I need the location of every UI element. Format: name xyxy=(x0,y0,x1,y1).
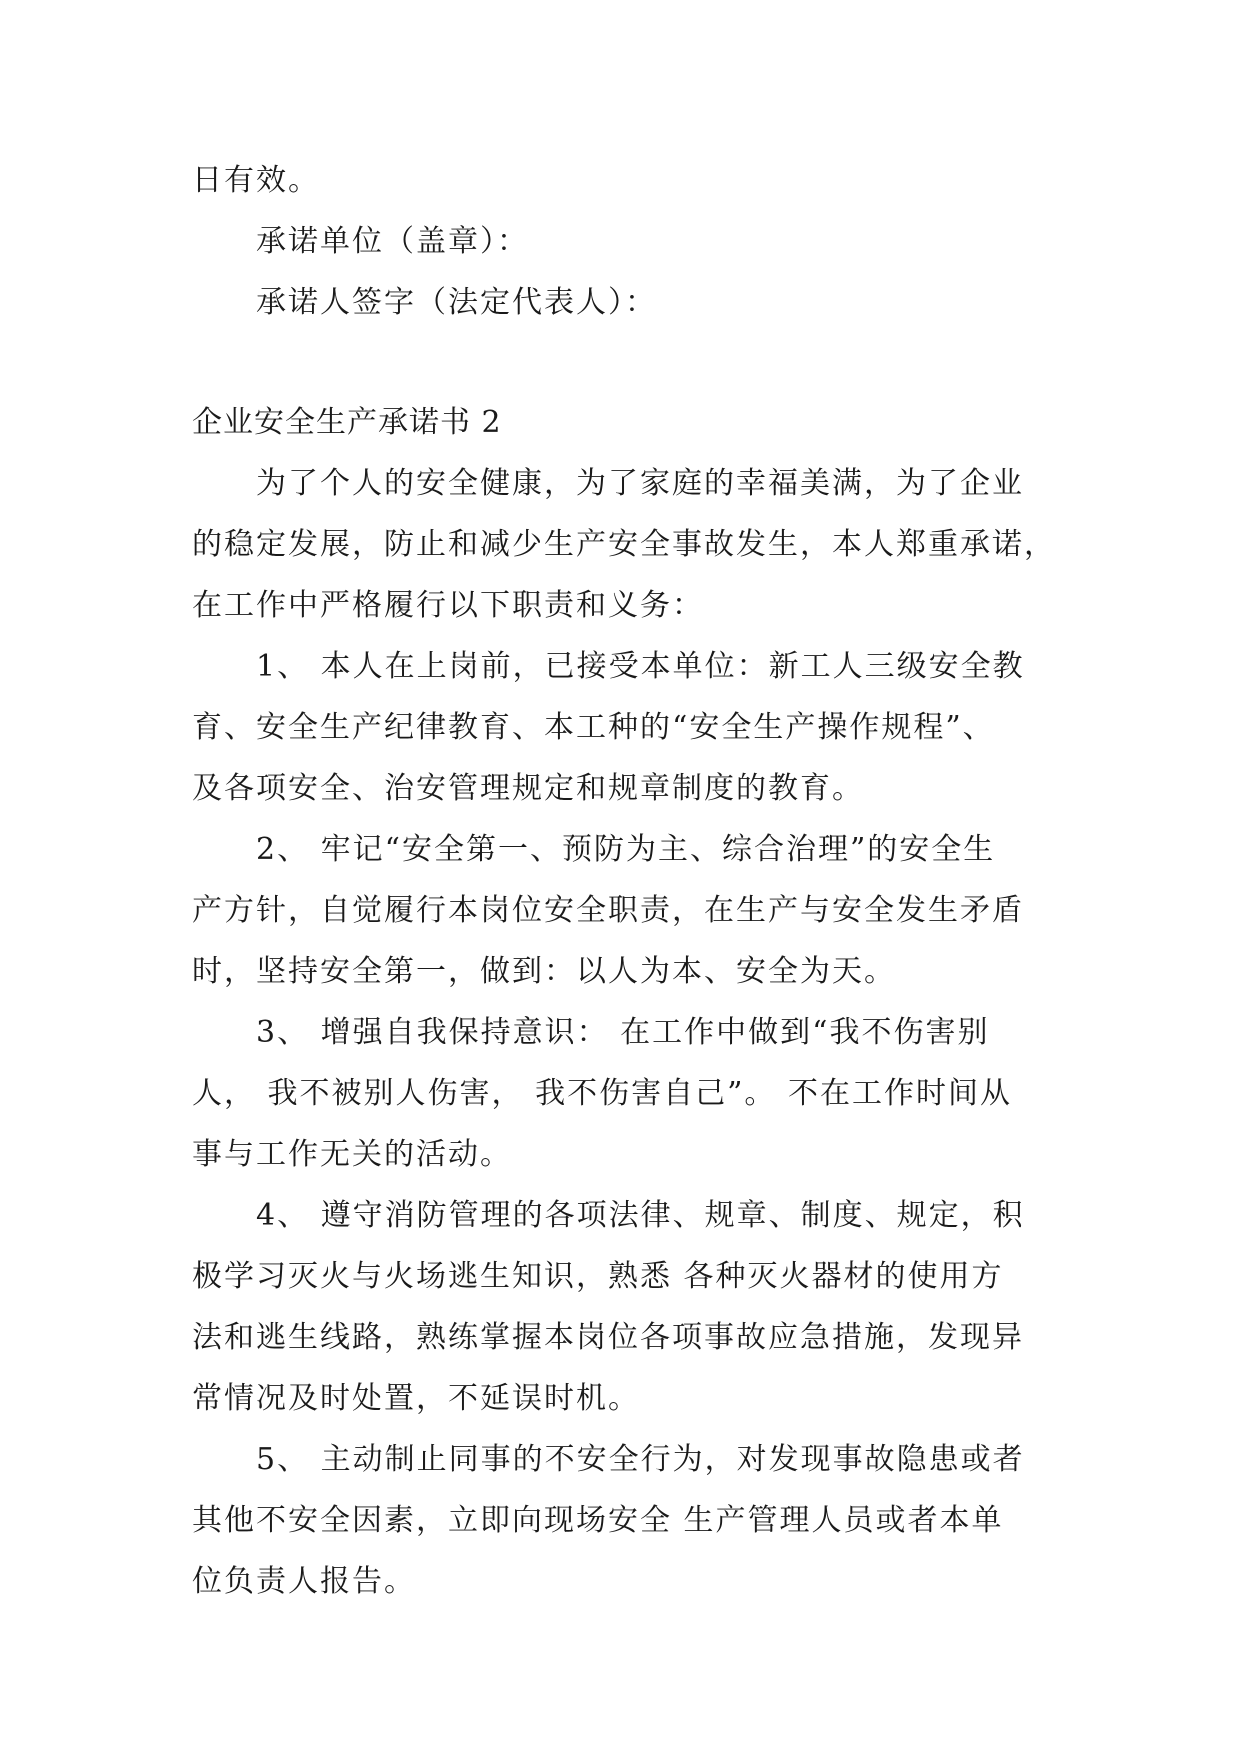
item-3-line: 事与工作无关的活动。 xyxy=(192,1137,512,1172)
item-2-paragraph xyxy=(192,819,1052,1002)
item-2-line: 2、 牢记“安全第一、预防为主、综合治理”的安全生 xyxy=(256,832,996,867)
item-3-line: 3、 增强自我保持意识： 在工作中做到“我不伤害别 xyxy=(256,1015,990,1050)
item-1-line: 1、 本人在上岗前，已接受本单位：新工人三级安全教 xyxy=(256,649,1025,684)
item-5-paragraph xyxy=(192,1429,1052,1612)
item-4-line: 法和逃生线路，熟练掌握本岗位各项事故应急措施，发现异 xyxy=(192,1320,1024,1355)
item-3-line: 人， 我不被别人伤害， 我不伤害自己”。 不在工作时间从 xyxy=(192,1076,1012,1111)
intro-paragraph xyxy=(192,453,1056,636)
item-5-line: 5、 主动制止同事的不安全行为，对发现事故隐患或者 xyxy=(256,1442,1025,1477)
document-page xyxy=(192,150,1056,1612)
item-1-line: 育、安全生产纪律教育、本工种的“安全生产操作规程”、 xyxy=(192,710,995,745)
item-4-paragraph xyxy=(192,1185,1052,1429)
commitment-unit-line: 承诺单位（盖章）： xyxy=(256,224,529,259)
item-3-paragraph xyxy=(192,1002,1052,1185)
item-4-line: 极学习灭火与火场逃生知识，熟悉 各种灭火器材的使用方 xyxy=(192,1259,1004,1294)
item-1-line: 及各项安全、治安管理规定和规章制度的教育。 xyxy=(192,771,864,806)
item-5-line: 位负责人报告。 xyxy=(192,1564,416,1599)
signature-line: 承诺人签字（法定代表人）： xyxy=(256,285,657,320)
item-4-line: 常情况及时处置，不延误时机。 xyxy=(192,1381,640,1416)
intro-line: 在工作中严格履行以下职责和义务： xyxy=(192,588,704,623)
intro-line: 为了个人的安全健康，为了家庭的幸福美满，为了企业 xyxy=(256,466,1024,501)
item-2-line: 时，坚持安全第一，做到：以人为本、安全为天。 xyxy=(192,954,896,989)
intro-line: 的稳定发展，防止和减少生产安全事故发生，本人郑重承诺， xyxy=(192,527,1056,562)
section-title: 企业安全生产承诺书 2 xyxy=(192,405,502,440)
item-1-paragraph xyxy=(192,636,1052,819)
continued-line: 日有效。 xyxy=(192,163,320,198)
item-2-line: 产方针，自觉履行本岗位安全职责，在生产与安全发生矛盾 xyxy=(192,893,1024,928)
item-5-line: 其他不安全因素，立即向现场安全 生产管理人员或者本单 xyxy=(192,1503,1004,1538)
section-gap xyxy=(192,333,1052,392)
item-4-line: 4、 遵守消防管理的各项法律、规章、制度、规定，积 xyxy=(256,1198,1025,1233)
